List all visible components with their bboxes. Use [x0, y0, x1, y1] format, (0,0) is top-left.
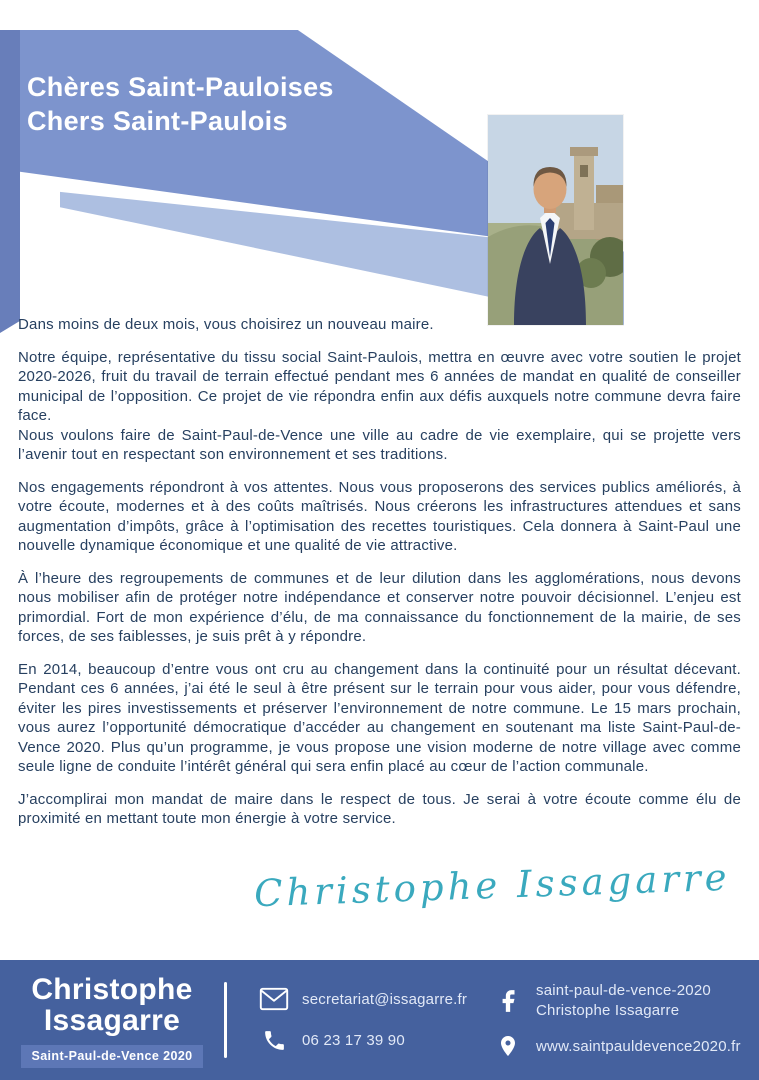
body-paragraph: À l’heure des regroupements de communes et de leur dilution dans les agglomérations, nous devons nous mobiliser afin de protéger notre indépendance et conserver notre pouvoir décisionnel. L’enjeu est primordial. Fort de mon expérience d’élu, de ma connaissance du fonctionnement de la mairie, de ses forces, de ses faiblesses, je suis prêt à y répondre. — [18, 569, 741, 645]
letter-salutation — [27, 70, 334, 139]
footer-candidate-name — [0, 972, 224, 1068]
facebook-row[interactable] — [493, 981, 741, 1020]
facebook-icon — [493, 988, 523, 1014]
body-paragraph: Dans moins de deux mois, vous choisirez un nouveau maire. — [18, 316, 434, 333]
footer — [0, 960, 759, 1080]
footer-divider — [224, 982, 227, 1058]
body-paragraph: J’accomplirai mon mandat de maire dans le respect de tous. Je serai à votre écoute comme élu de proximité en mettant toute mon énergie à votre service. — [18, 790, 741, 827]
letter-body — [18, 315, 741, 842]
phone-text[interactable]: 06 23 17 39 90 — [302, 1032, 405, 1049]
envelope-icon — [259, 987, 289, 1011]
salutation-line-1: Chères Saint-Pauloises — [27, 72, 334, 102]
candidate-last-name: Issagarre — [43, 1004, 181, 1037]
website-row[interactable] — [493, 1033, 741, 1059]
contact-column-right — [493, 981, 741, 1059]
email-text[interactable]: secretariat@issagarre.fr — [302, 990, 468, 1008]
campaign-badge: Saint-Paul-de-Vence 2020 — [21, 1045, 202, 1068]
signature: Christophe Issagarre — [253, 855, 732, 916]
website-text[interactable]: www.saintpauldevence2020.fr — [536, 1037, 741, 1055]
body-paragraph: Notre équipe, représentative du tissu social Saint-Paulois, mettra en œuvre avec votre soutien le projet 2020-2026, fruit du travail de terrain effectué pendant mes 6 années de mandat en qualité de conseiller municipal de l’opposition. Ce projet de vie répondra enfin aux défis auxquels notre commune devra faire face. — [18, 348, 741, 424]
location-pin-icon — [493, 1033, 523, 1059]
body-paragraph: Nos engagements répondront à vos attentes. Nous vous proposerons des services publics améliorés, à votre écoute, modernes et à des coûts maîtrisés. Nous créerons les infrastructures attendues et sans augmentation d’impôts, grâce à l’optimisation des recettes touristiques. Cela donnera à Saint-Paul une nouvelle dynamique économique et une qualité de vie attractive. — [18, 478, 741, 554]
email-row[interactable] — [259, 987, 471, 1011]
contact-column-left — [259, 987, 471, 1053]
body-paragraph: Nous voulons faire de Saint-Paul-de-Vence une ville au cadre de vie exemplaire, qui se projette vers l’avenir tout en respectant son environnement et ses traditions. — [18, 426, 741, 463]
phone-row[interactable] — [259, 1028, 471, 1053]
salutation-line-2: Chers Saint-Paulois — [27, 106, 288, 137]
candidate-first-name: Christophe — [31, 972, 193, 1006]
body-paragraph: En 2014, beaucoup d’entre vous ont cru au changement dans la continuité pour un résultat décevant. Pendant ces 6 années, j’ai été le seul à être présent sur le terrain pour vous aider, pour vous défendre, éviter les pires investissements et préserver l’environnement de notre commune. Le 15 mars prochain, vous aurez l’opportunité démocratique d’accéder au changement en soutenant ma liste Saint-Paul-de-Vence 2020. Plus qu’un programme, je vous propose une vision moderne de notre village avec comme seule ligne de conduite l’intérêt général qui sera enfin placé au cœur de l’action communale. — [18, 660, 741, 775]
banner-accent-strip — [0, 30, 20, 333]
facebook-page-name[interactable]: saint-paul-de-vence-2020 — [536, 982, 711, 999]
candidate-photo — [488, 115, 623, 325]
phone-icon — [259, 1028, 289, 1053]
facebook-labels — [536, 981, 711, 1020]
facebook-profile-name[interactable]: Christophe Issagarre — [536, 1001, 680, 1019]
